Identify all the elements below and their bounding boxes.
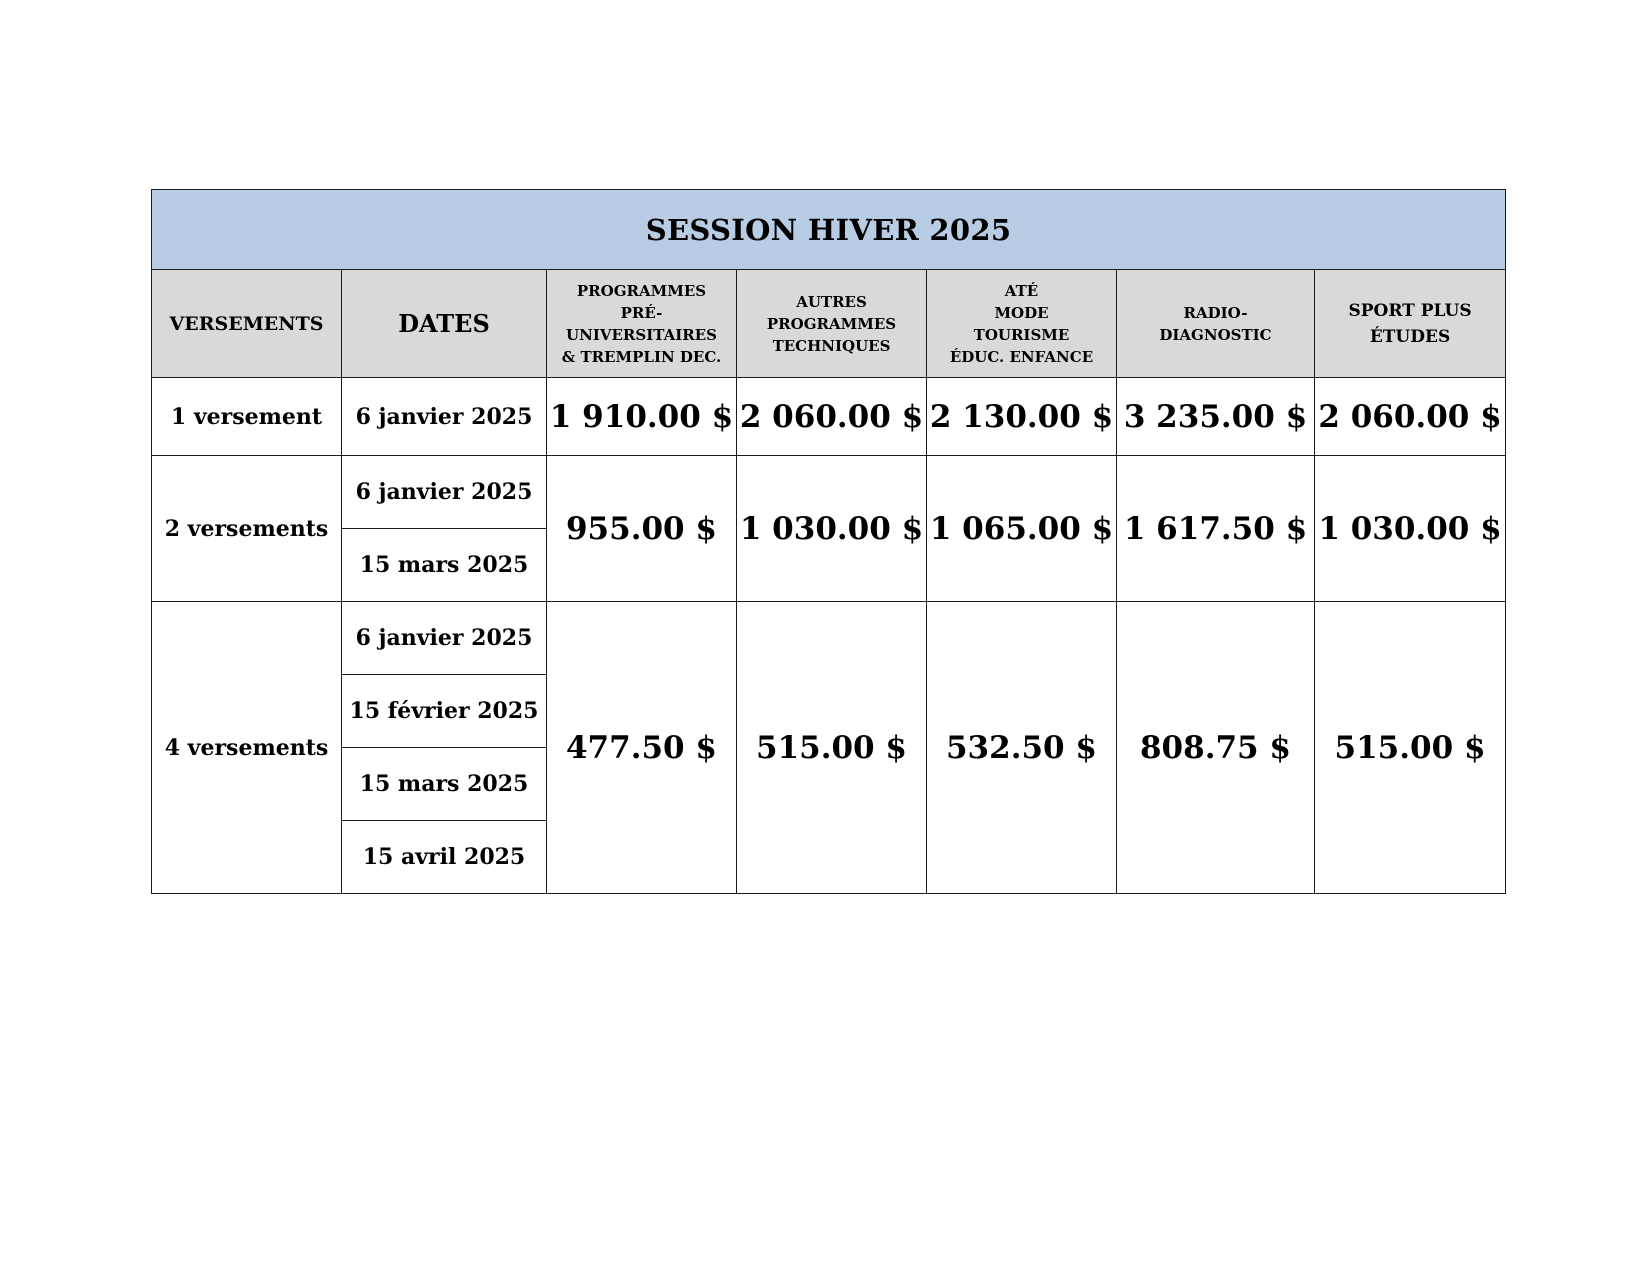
amount-cell: 2 130.00 $ xyxy=(927,378,1117,456)
row-label: 2 versements xyxy=(152,456,342,602)
amount-cell: 477.50 $ xyxy=(547,602,737,894)
amount-cell: 2 060.00 $ xyxy=(1315,378,1506,456)
header-pre-universitaires: PROGRAMMES PRÉ-UNIVERSITAIRES & TREMPLIN DEC. xyxy=(547,270,737,378)
header-sport-plus: SPORT PLUS ÉTUDES xyxy=(1315,270,1506,378)
header-versements: VERSEMENTS xyxy=(152,270,342,378)
date-cell: 6 janvier 2025 xyxy=(342,456,547,529)
amount-cell: 1 030.00 $ xyxy=(1315,456,1506,602)
amount-cell: 3 235.00 $ xyxy=(1117,378,1315,456)
amount-cell: 955.00 $ xyxy=(547,456,737,602)
header-row xyxy=(152,270,1506,378)
amount-cell: 515.00 $ xyxy=(1315,602,1506,894)
row-label: 4 versements xyxy=(152,602,342,894)
amount-cell: 1 065.00 $ xyxy=(927,456,1117,602)
fee-schedule-table xyxy=(151,189,1506,894)
date-cell: 6 janvier 2025 xyxy=(342,602,547,675)
amount-cell: 2 060.00 $ xyxy=(737,378,927,456)
header-ate-mode-tourisme: ATÉ MODE TOURISME ÉDUC. ENFANCE xyxy=(927,270,1117,378)
header-dates: DATES xyxy=(342,270,547,378)
title-row xyxy=(152,190,1506,270)
table-row xyxy=(152,378,1506,456)
amount-cell: 532.50 $ xyxy=(927,602,1117,894)
table-row xyxy=(152,602,1506,675)
date-cell: 15 avril 2025 xyxy=(342,821,547,894)
date-cell: 15 mars 2025 xyxy=(342,748,547,821)
header-radio-diagnostic: RADIO- DIAGNOSTIC xyxy=(1117,270,1315,378)
date-cell: 6 janvier 2025 xyxy=(342,378,547,456)
amount-cell: 1 910.00 $ xyxy=(547,378,737,456)
date-cell: 15 mars 2025 xyxy=(342,529,547,602)
header-autres-techniques: AUTRES PROGRAMMES TECHNIQUES xyxy=(737,270,927,378)
amount-cell: 515.00 $ xyxy=(737,602,927,894)
amount-cell: 1 030.00 $ xyxy=(737,456,927,602)
table-row xyxy=(152,456,1506,529)
amount-cell: 1 617.50 $ xyxy=(1117,456,1315,602)
amount-cell: 808.75 $ xyxy=(1117,602,1315,894)
row-label: 1 versement xyxy=(152,378,342,456)
table-title: SESSION HIVER 2025 xyxy=(152,190,1506,270)
date-cell: 15 février 2025 xyxy=(342,675,547,748)
